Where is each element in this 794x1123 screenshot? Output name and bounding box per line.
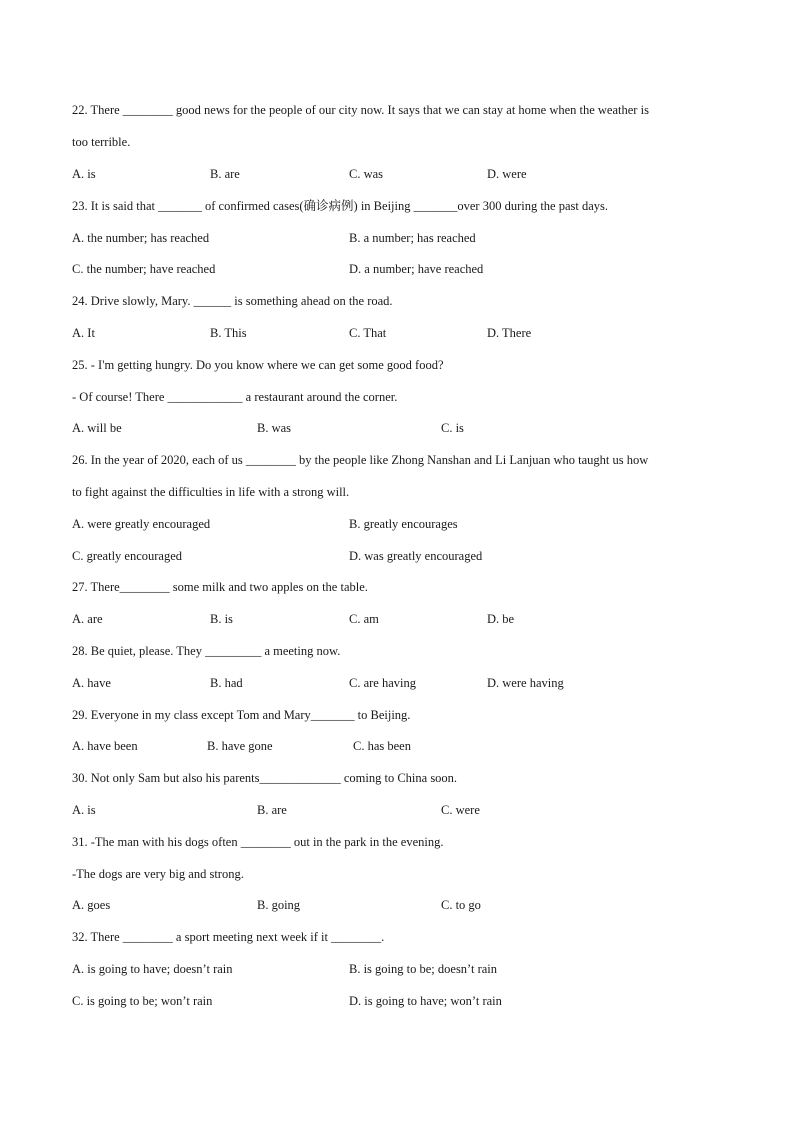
option-d[interactable]: D. There — [487, 326, 532, 340]
option-c[interactable]: C. is — [441, 421, 464, 435]
option-b[interactable]: B. have gone — [207, 739, 273, 753]
question-32-options-row2 — [72, 992, 752, 1010]
question-28-options — [72, 674, 752, 692]
option-b[interactable]: B. was — [257, 421, 292, 435]
option-a[interactable]: A. is going to have; doesn’t rain — [72, 962, 233, 976]
option-a[interactable]: A. It — [72, 326, 95, 340]
option-d[interactable]: D. a number; have reached — [349, 262, 484, 276]
option-c[interactable]: C. the number; have reached — [72, 262, 216, 276]
option-c[interactable]: C. is going to be; won’t rain — [72, 994, 213, 1008]
question-31-stem: 31. -The man with his dogs often ________ out in the park in the evening. — [72, 835, 444, 849]
question-29-stem: 29. Everyone in my class except Tom and Mary_______ to Beijing. — [72, 708, 411, 722]
option-b[interactable]: B. is — [210, 612, 233, 626]
question-22-stem: 22. There ________ good news for the people of our city now. It says that we can stay at home when the weather is — [72, 103, 649, 117]
question-29-options — [72, 737, 752, 755]
question-25-stem: 25. - I'm getting hungry. Do you know where we can get some good food? — [72, 358, 444, 372]
option-a[interactable]: A. goes — [72, 898, 111, 912]
question-27-options — [72, 610, 752, 628]
option-b[interactable]: B. going — [257, 898, 301, 912]
question-30-stem: 30. Not only Sam but also his parents_____________ coming to China soon. — [72, 771, 458, 785]
option-a[interactable]: A. is — [72, 167, 96, 181]
option-b[interactable]: B. are — [210, 167, 240, 181]
option-b[interactable]: B. greatly encourages — [349, 517, 458, 531]
option-a[interactable]: A. the number; has reached — [72, 231, 210, 245]
option-c[interactable]: C. greatly encouraged — [72, 549, 183, 563]
option-c[interactable]: C. were — [441, 803, 480, 817]
option-d[interactable]: D. was greatly encouraged — [349, 549, 483, 563]
option-b[interactable]: B. are — [257, 803, 287, 817]
option-a[interactable]: A. have — [72, 676, 111, 690]
option-b[interactable]: B. a number; has reached — [349, 231, 476, 245]
question-31-stem-cont: -The dogs are very big and strong. — [72, 867, 244, 881]
question-23-stem: 23. It is said that _______ of confirmed cases(确诊病例) in Beijing _______over 300 during the past days. — [72, 199, 609, 213]
question-24-stem: 24. Drive slowly, Mary. ______ is something ahead on the road. — [72, 294, 393, 308]
option-c[interactable]: C. am — [349, 612, 379, 626]
question-28-stem: 28. Be quiet, please. They _________ a meeting now. — [72, 644, 341, 658]
question-25-stem-cont: - Of course! There ____________ a restaurant around the corner. — [72, 390, 398, 404]
question-23-options-row1 — [72, 229, 752, 247]
option-a[interactable]: A. is — [72, 803, 96, 817]
option-b[interactable]: B. had — [210, 676, 243, 690]
question-22-stem-cont: too terrible. — [72, 135, 131, 149]
option-d[interactable]: D. were having — [487, 676, 564, 690]
option-c[interactable]: C. That — [349, 326, 387, 340]
question-26-stem-cont: to fight against the difficulties in life with a strong will. — [72, 485, 350, 499]
option-a[interactable]: A. have been — [72, 739, 138, 753]
option-c[interactable]: C. are having — [349, 676, 416, 690]
option-c[interactable]: C. has been — [353, 739, 411, 753]
option-d[interactable]: D. be — [487, 612, 515, 626]
question-32-stem: 32. There ________ a sport meeting next week if it ________. — [72, 930, 385, 944]
question-23-options-row2 — [72, 260, 752, 278]
question-24-options — [72, 324, 752, 342]
question-27-stem: 27. There________ some milk and two apples on the table. — [72, 580, 368, 594]
question-30-options — [72, 801, 752, 819]
option-a[interactable]: A. are — [72, 612, 103, 626]
question-25-options — [72, 419, 752, 437]
question-32-options-row1 — [72, 960, 752, 978]
question-26-options-row1 — [72, 515, 752, 533]
option-c[interactable]: C. was — [349, 167, 384, 181]
question-22-options — [72, 165, 752, 183]
option-a[interactable]: A. were greatly encouraged — [72, 517, 211, 531]
question-26-stem: 26. In the year of 2020, each of us ________ by the people like Zhong Nanshan and Li Lanjuan who taught us how — [72, 453, 649, 467]
option-a[interactable]: A. will be — [72, 421, 122, 435]
option-b[interactable]: B. This — [210, 326, 247, 340]
question-26-options-row2 — [72, 547, 752, 565]
option-d[interactable]: D. is going to have; won’t rain — [349, 994, 502, 1008]
option-c[interactable]: C. to go — [441, 898, 481, 912]
option-d[interactable]: D. were — [487, 167, 527, 181]
option-b[interactable]: B. is going to be; doesn’t rain — [349, 962, 498, 976]
question-31-options — [72, 896, 752, 914]
